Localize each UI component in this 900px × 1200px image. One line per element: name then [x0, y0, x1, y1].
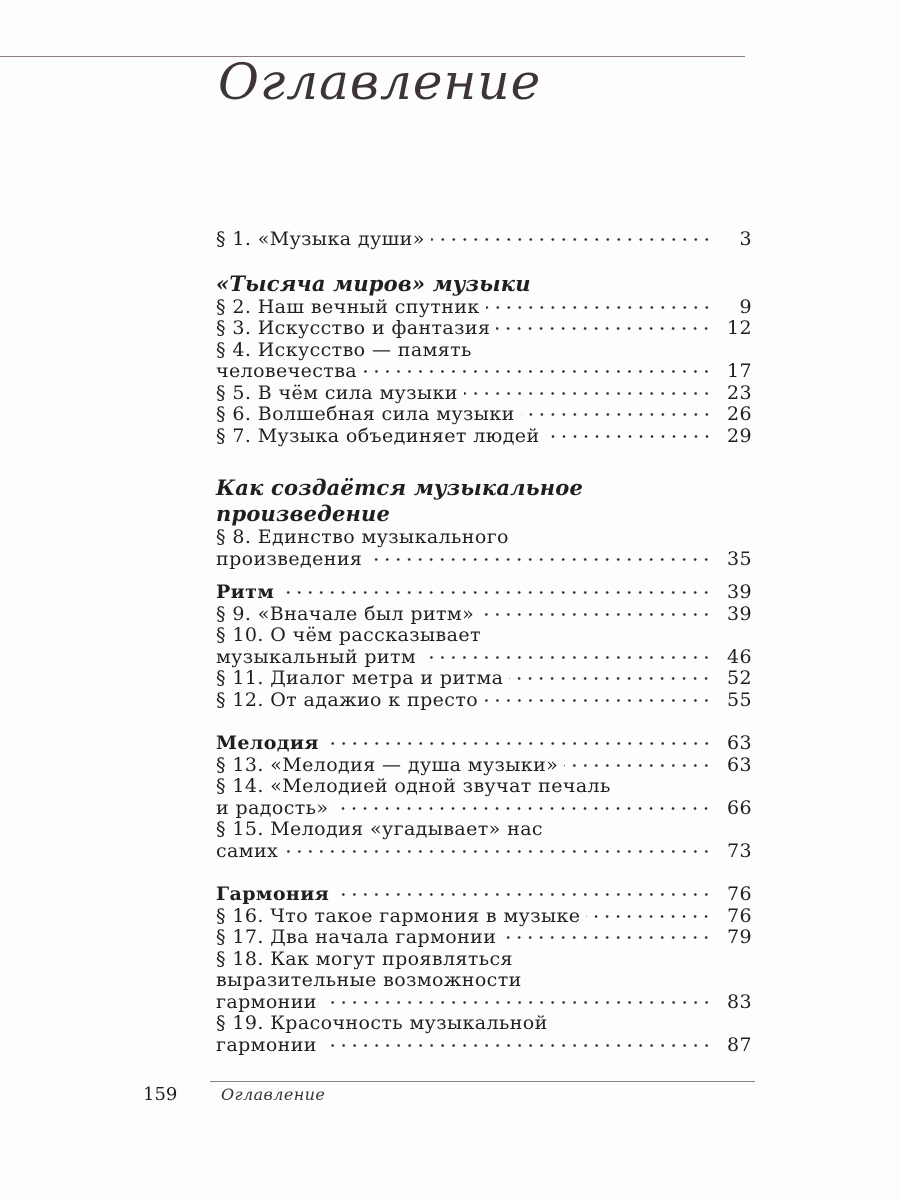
dot-leader [334, 801, 712, 815]
dot-leader [586, 909, 712, 923]
toc-entry-title: § 2. Наш вечный спутник [216, 295, 480, 318]
toc-section-title: Гармония [216, 883, 330, 905]
toc-entry-16[interactable] [216, 906, 752, 928]
toc-entry-title: § 8. Единство музыкального [216, 526, 509, 548]
toc-entry-title: выразительные возможности [216, 969, 522, 991]
dot-leader [325, 737, 712, 751]
toc-section-melody[interactable] [216, 733, 752, 755]
toc-entry-2[interactable] [216, 297, 752, 319]
toc-entry-title: § 10. О чём рассказывает [216, 624, 481, 646]
toc-entry-title: и радость» [216, 796, 329, 819]
footer-page-number: 159 [143, 1084, 178, 1105]
page-title: Оглавление [218, 53, 542, 111]
toc-entry-page: 3 [739, 228, 752, 250]
toc-entry-page: 73 [727, 839, 752, 862]
toc-entry-page: 9 [739, 295, 752, 318]
toc-section-harmony[interactable] [216, 884, 752, 906]
toc-entry-page: 79 [727, 926, 752, 948]
toc-entry-page: 83 [727, 990, 752, 1013]
toc-entry-10-line1[interactable] [216, 625, 752, 647]
toc-entry-18[interactable] [216, 992, 752, 1014]
dot-leader [486, 300, 712, 314]
toc-entry-13[interactable] [216, 755, 752, 777]
toc-entry-9[interactable] [216, 604, 752, 626]
toc-entry-title: гармонии [216, 1033, 317, 1056]
toc-entry-title: § 1. «Музыка души» [216, 228, 425, 250]
toc-entry-14[interactable] [216, 798, 752, 820]
toc-entry-6[interactable] [216, 404, 752, 426]
dot-leader [431, 233, 712, 247]
toc-entry-page: 26 [727, 403, 752, 425]
toc-entry-title: § 6. Волшебная сила музыки [216, 403, 515, 425]
toc-entry-title: § 13. «Мелодия — душа музыки» [216, 753, 559, 776]
toc-section-page: 63 [727, 732, 752, 754]
toc-entry-page: 55 [727, 688, 752, 711]
toc-entry-7[interactable] [216, 426, 752, 448]
toc-entry-18-line2[interactable] [216, 970, 752, 992]
dot-leader [323, 995, 712, 1009]
toc-entry-page: 87 [727, 1033, 752, 1056]
toc-entry-15[interactable] [216, 841, 752, 863]
dot-leader [509, 672, 712, 686]
dot-leader [363, 365, 712, 379]
toc-section-title: Ритм [216, 581, 275, 603]
toc-entry-title: музыкальный ритм [216, 645, 417, 668]
toc-entry-19-line1[interactable] [216, 1013, 752, 1035]
toc-section-page: 39 [727, 581, 752, 603]
toc-entry-title: § 7. Музыка объединяет людей [216, 424, 540, 447]
bottom-rule [210, 1081, 755, 1082]
toc-entry-title: § 11. Диалог метра и ритма [216, 667, 504, 689]
toc-entry-15-line1[interactable] [216, 819, 752, 841]
toc-section-rhythm[interactable] [216, 582, 752, 604]
toc-entry-4[interactable] [216, 361, 752, 383]
toc-entry-page: 63 [727, 753, 752, 776]
toc-entry-title: § 3. Искусство и фантазия [216, 317, 491, 339]
dot-leader [546, 429, 712, 443]
dot-leader [335, 888, 712, 902]
toc-entry-title: § 4. Искусство — память [216, 338, 472, 361]
toc-entry-page: 39 [727, 602, 752, 625]
dot-leader [521, 408, 712, 422]
toc-entry-8[interactable] [216, 549, 752, 571]
toc-entry-3[interactable] [216, 318, 752, 340]
toc-entry-title: самих [216, 839, 279, 862]
toc-entry-10[interactable] [216, 647, 752, 669]
toc-entry-page: 66 [727, 796, 752, 819]
dot-leader [484, 693, 712, 707]
toc-entry-page: 35 [727, 547, 752, 570]
toc-entry-title: § 15. Мелодия «угадывает» нас [216, 818, 543, 840]
dot-leader [480, 607, 712, 621]
toc-entry-title: § 9. «Вначале был ритм» [216, 602, 475, 625]
toc-entry-page: 23 [727, 381, 752, 404]
toc-entry-page: 76 [727, 904, 752, 927]
toc-entry-12[interactable] [216, 690, 752, 712]
toc-entry-title: гармонии [216, 990, 317, 1013]
toc-entry-18-line1[interactable] [216, 949, 752, 971]
toc-entry-page: 46 [727, 645, 752, 668]
toc-entry-title: § 12. От адажио к престо [216, 688, 479, 711]
table-of-contents [216, 229, 752, 1056]
footer-running-title: Оглавление [221, 1085, 326, 1104]
toc-entry-14-line1[interactable] [216, 776, 752, 798]
toc-entry-page: 12 [727, 317, 752, 339]
toc-entry-11[interactable] [216, 668, 752, 690]
toc-entry-title: § 14. «Мелодией одной звучат печаль [216, 775, 611, 797]
toc-section-page: 76 [727, 883, 752, 905]
toc-entry-5[interactable] [216, 383, 752, 405]
toc-entry-title: § 5. В чём сила музыки [216, 381, 458, 404]
toc-entry-4-line1[interactable] [216, 340, 752, 362]
toc-entry-17[interactable] [216, 927, 752, 949]
toc-entry-page: 52 [727, 667, 752, 689]
toc-entry-title: человечества [216, 360, 358, 382]
dot-leader [564, 758, 712, 772]
section-heading-creation: Как создаётся музыкальное [216, 475, 584, 500]
toc-entry-title: § 16. Что такое гармония в музыке [216, 904, 581, 927]
dot-leader [422, 650, 712, 664]
dot-leader [280, 586, 712, 600]
toc-entry-1[interactable] [216, 229, 752, 251]
toc-entry-title: § 19. Красочность музыкальной [216, 1012, 548, 1034]
toc-entry-19[interactable] [216, 1035, 752, 1057]
section-heading-creation-line2: произведение [216, 501, 391, 526]
toc-entry-title: произведения [216, 547, 363, 570]
toc-entry-title: § 17. Два начала гармонии [216, 926, 497, 948]
dot-leader [323, 1038, 712, 1052]
toc-entry-title: § 18. Как могут проявляться [216, 947, 513, 970]
section-heading-thousand-worlds: «Тысяча миров» музыки [216, 270, 531, 296]
dot-leader [502, 931, 712, 945]
dot-leader [368, 552, 712, 566]
dot-leader [496, 322, 712, 336]
dot-leader [464, 386, 712, 400]
toc-section-title: Мелодия [216, 732, 319, 754]
toc-entry-page: 17 [727, 360, 752, 382]
toc-entry-8-line1[interactable] [216, 527, 752, 549]
dot-leader [284, 844, 712, 858]
toc-entry-page: 29 [727, 424, 752, 447]
